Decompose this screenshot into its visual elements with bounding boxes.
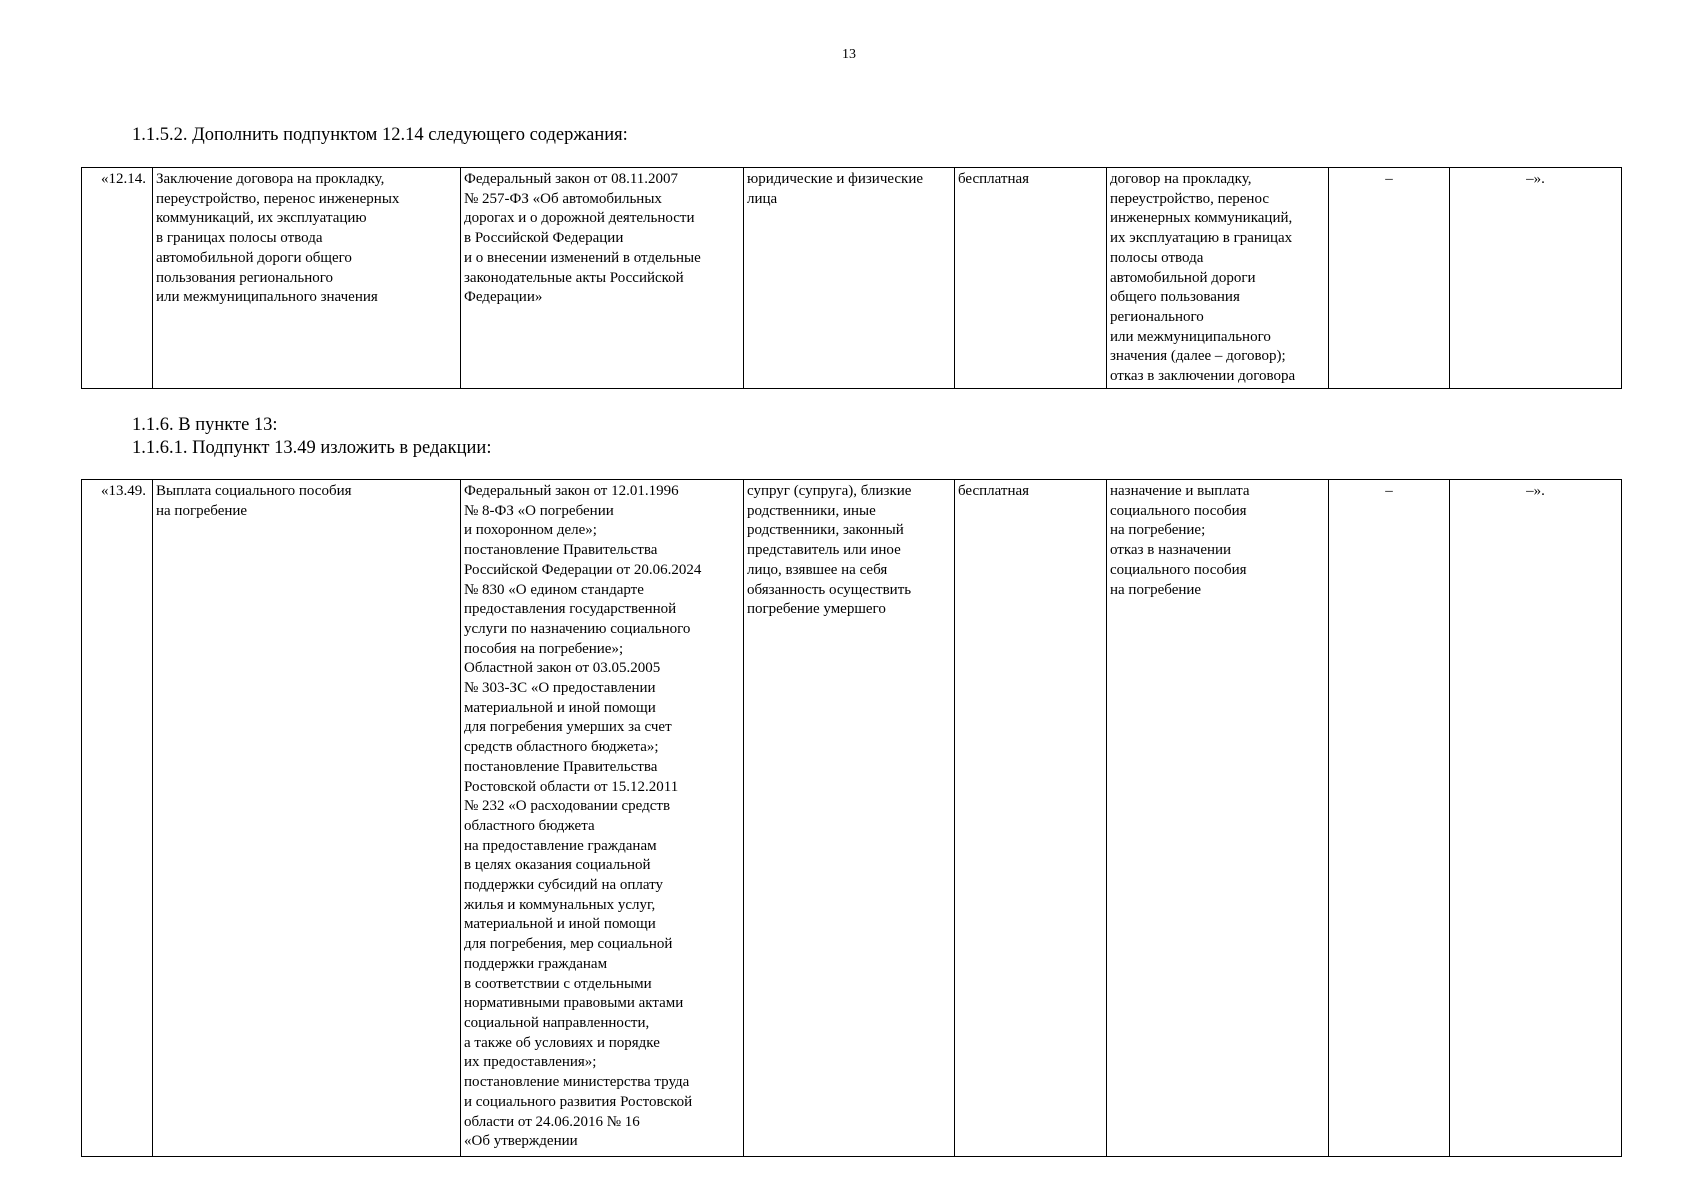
- closing-dash-cell: –».: [1450, 480, 1622, 1157]
- payment-cell: бесплатная: [955, 168, 1107, 389]
- applicants-cell: супруг (супруга), близкие родственники, иные родственники, законный представитель или иное лицо, взявшее на себя обязанность осуществить погребение умершего: [744, 480, 955, 1157]
- row-number: «12.14.: [82, 168, 153, 389]
- applicants-cell: юридические и физические лица: [744, 168, 955, 389]
- legal-basis-cell: Федеральный закон от 08.11.2007 № 257-ФЗ «Об автомобильных дорогах и о дорожной деятельности в Российской Федерации и о внесении изменений в отдельные законодательные акты Российской Федерации»: [461, 168, 744, 389]
- service-name-cell: Заключение договора на прокладку, переустройство, перенос инженерных коммуникаций, их эксплуатацию в границах полосы отвода автомобильной дороги общего пользования регионального или межмуниципального значения: [153, 168, 461, 389]
- table-row: [82, 168, 1622, 389]
- section-heading-item-13: 1.1.6. В пункте 13:: [132, 415, 278, 435]
- result-cell: договор на прокладку, переустройство, перенос инженерных коммуникаций, их эксплуатацию в границах полосы отвода автомобильной дороги общего пользования регионального или межмуниципального значения (далее – договор); отказ в заключении договора: [1107, 168, 1329, 389]
- row-number: «13.49.: [82, 480, 153, 1157]
- table-row: [82, 480, 1622, 1157]
- dash-cell: –: [1329, 168, 1450, 389]
- result-cell: назначение и выплата социального пособия на погребение; отказ в назначении социального пособия на погребение: [1107, 480, 1329, 1157]
- section-heading-13-49: 1.1.6.1. Подпункт 13.49 изложить в редакции:: [132, 438, 492, 458]
- table-subitem-13-49: [81, 479, 1622, 1157]
- closing-dash-cell: –».: [1450, 168, 1622, 389]
- legal-basis-cell: Федеральный закон от 12.01.1996 № 8-ФЗ «О погребении и похоронном деле»; постановление Правительства Российской Федерации от 20.06.2024 № 830 «О едином стандарте предоставления государственной услуги по назначению социального пособия на погребение»; Областной закон от 03.05.2005 № 303-ЗС «О предоставлении материальной и иной помощи для погребения умерших за счет средств областного бюджета»; постановление Правительства Ростовской области от 15.12.2011 № 232 «О расходовании средств областного бюджета на предоставление гражданам в целях оказания социальной поддержки субсидий на оплату жилья и коммунальных услуг, материальной и иной помощи для погребения, мер социальной поддержки гражданам в соответствии с отдельными нормативными правовыми актами социальной направленности, а также об условиях и порядке их предоставления»; постановление министерства труда и социального развития Ростовской области от 24.06.2016 № 16 «Об утверждении: [461, 480, 744, 1157]
- table-subitem-12-14: [81, 167, 1622, 389]
- section-heading-12-14: 1.1.5.2. Дополнить подпунктом 12.14 следующего содержания:: [132, 125, 628, 145]
- page-number: 13: [842, 47, 856, 62]
- dash-cell: –: [1329, 480, 1450, 1157]
- payment-cell: бесплатная: [955, 480, 1107, 1157]
- service-name-cell: Выплата социального пособия на погребение: [153, 480, 461, 1157]
